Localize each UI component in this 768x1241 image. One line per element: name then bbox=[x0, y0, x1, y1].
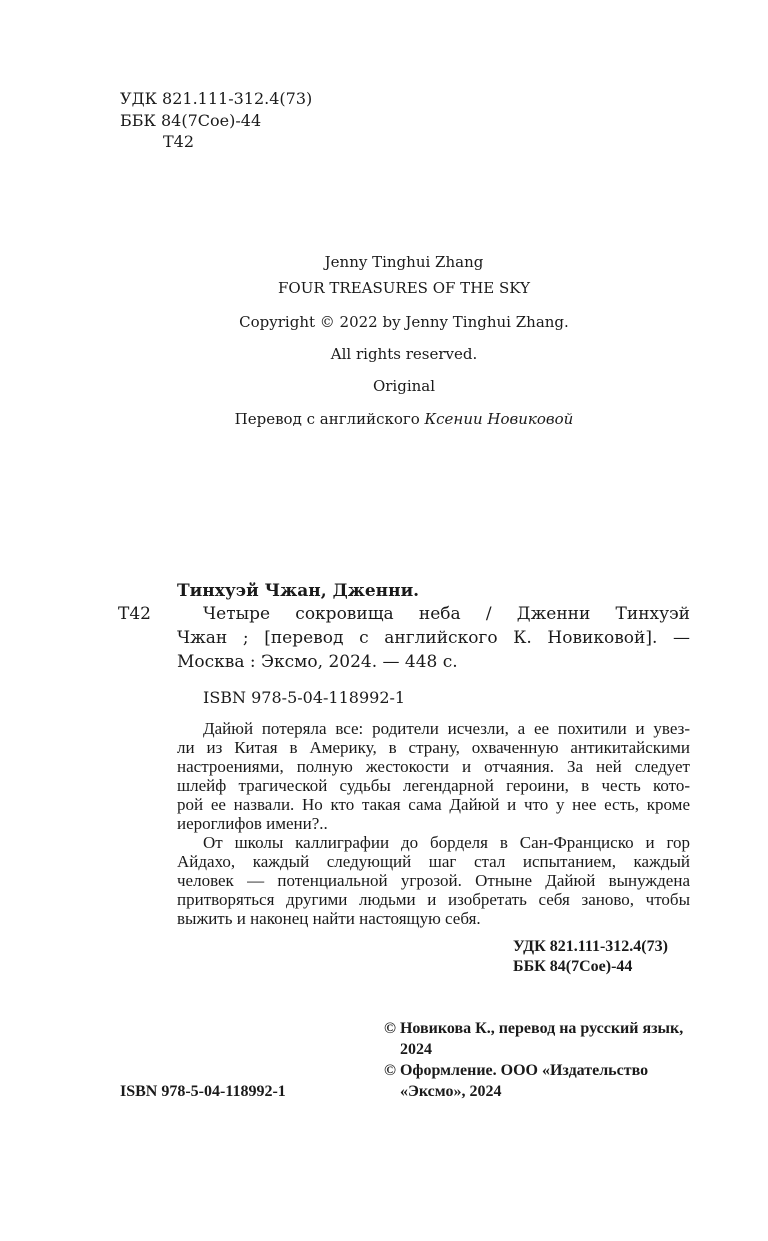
bibliographic-line: Москва : Эксмо, 2024. — 448 с. bbox=[177, 652, 458, 672]
copyright-translation-year: 2024 bbox=[400, 1041, 432, 1058]
copyright-design: © Оформление. ООО «Издательство bbox=[384, 1062, 649, 1079]
rights-reserved: All rights reserved. bbox=[330, 345, 478, 363]
isbn-record: ISBN 978-5-04-118992-1 bbox=[203, 688, 406, 707]
translator-name: Ксении Новиковой bbox=[424, 410, 574, 428]
copyright-original: Copyright © 2022 by Jenny Tinghui Zhang. bbox=[239, 313, 569, 331]
annotation-line: ли из Китая в Америку, в страну, охваченную антикитайскими bbox=[177, 738, 690, 757]
annotation-line: От школы каллиграфии до борделя в Сан-Франциско и гор bbox=[203, 833, 690, 852]
bibliographic-line: Чжан ; [перевод с английского К. Новиковой]. — bbox=[177, 628, 690, 648]
bibliographic-line: Четыре сокровища неба / Дженни Тинхуэй bbox=[203, 604, 690, 624]
isbn-bottom: ISBN 978-5-04-118992-1 bbox=[120, 1083, 286, 1100]
author-mark-top: Т42 bbox=[163, 132, 195, 151]
annotation-line: Дайюй потеряла все: родители исчезли, а ее похитили и увез- bbox=[203, 719, 690, 738]
author-english: Jenny Tinghui Zhang bbox=[324, 253, 484, 271]
udk-code-bottom: УДК 821.111-312.4(73) bbox=[513, 938, 668, 955]
annotation-line: настроениями, полную жестокости и отчаяния. За ней следует bbox=[177, 757, 690, 776]
annotation-line: иероглифов имени?.. bbox=[177, 814, 328, 833]
copyright-design-year: «Эксмо», 2024 bbox=[400, 1083, 502, 1100]
udk-code-top: УДК 821.111-312.4(73) bbox=[120, 89, 313, 108]
title-english: FOUR TREASURES OF THE SKY bbox=[278, 279, 530, 297]
annotation-line: Айдахо, каждый следующий шаг стал испытанием, каждый bbox=[177, 852, 690, 871]
bbk-code-top: ББК 84(7Сое)-44 bbox=[120, 111, 262, 130]
author-mark-record: Т42 bbox=[118, 604, 151, 624]
bbk-code-bottom: ББК 84(7Сое)-44 bbox=[513, 958, 633, 975]
copyright-translation: © Новикова К., перевод на русский язык, bbox=[384, 1020, 684, 1037]
annotation-line: выжить и наконец найти настоящую себя. bbox=[177, 909, 481, 928]
annotation-line: притворяться другими людьми и изобретать себя заново, чтобы bbox=[177, 890, 690, 909]
annotation-line: рой ее назвали. Но кто такая сама Дайюй и что у нее есть, кроме bbox=[177, 795, 690, 814]
translation-credit bbox=[0, 410, 768, 428]
translation-prefix: Перевод с английского bbox=[234, 410, 425, 428]
bibliographic-heading: Тинхуэй Чжан, Дженни. bbox=[177, 581, 420, 601]
annotation-line: человек — потенциальной угрозой. Отныне Дайюй вынуждена bbox=[177, 871, 690, 890]
annotation-line: шлейф трагической судьбы легендарной героини, в честь кото- bbox=[177, 776, 690, 795]
original-label: Original bbox=[372, 377, 436, 395]
